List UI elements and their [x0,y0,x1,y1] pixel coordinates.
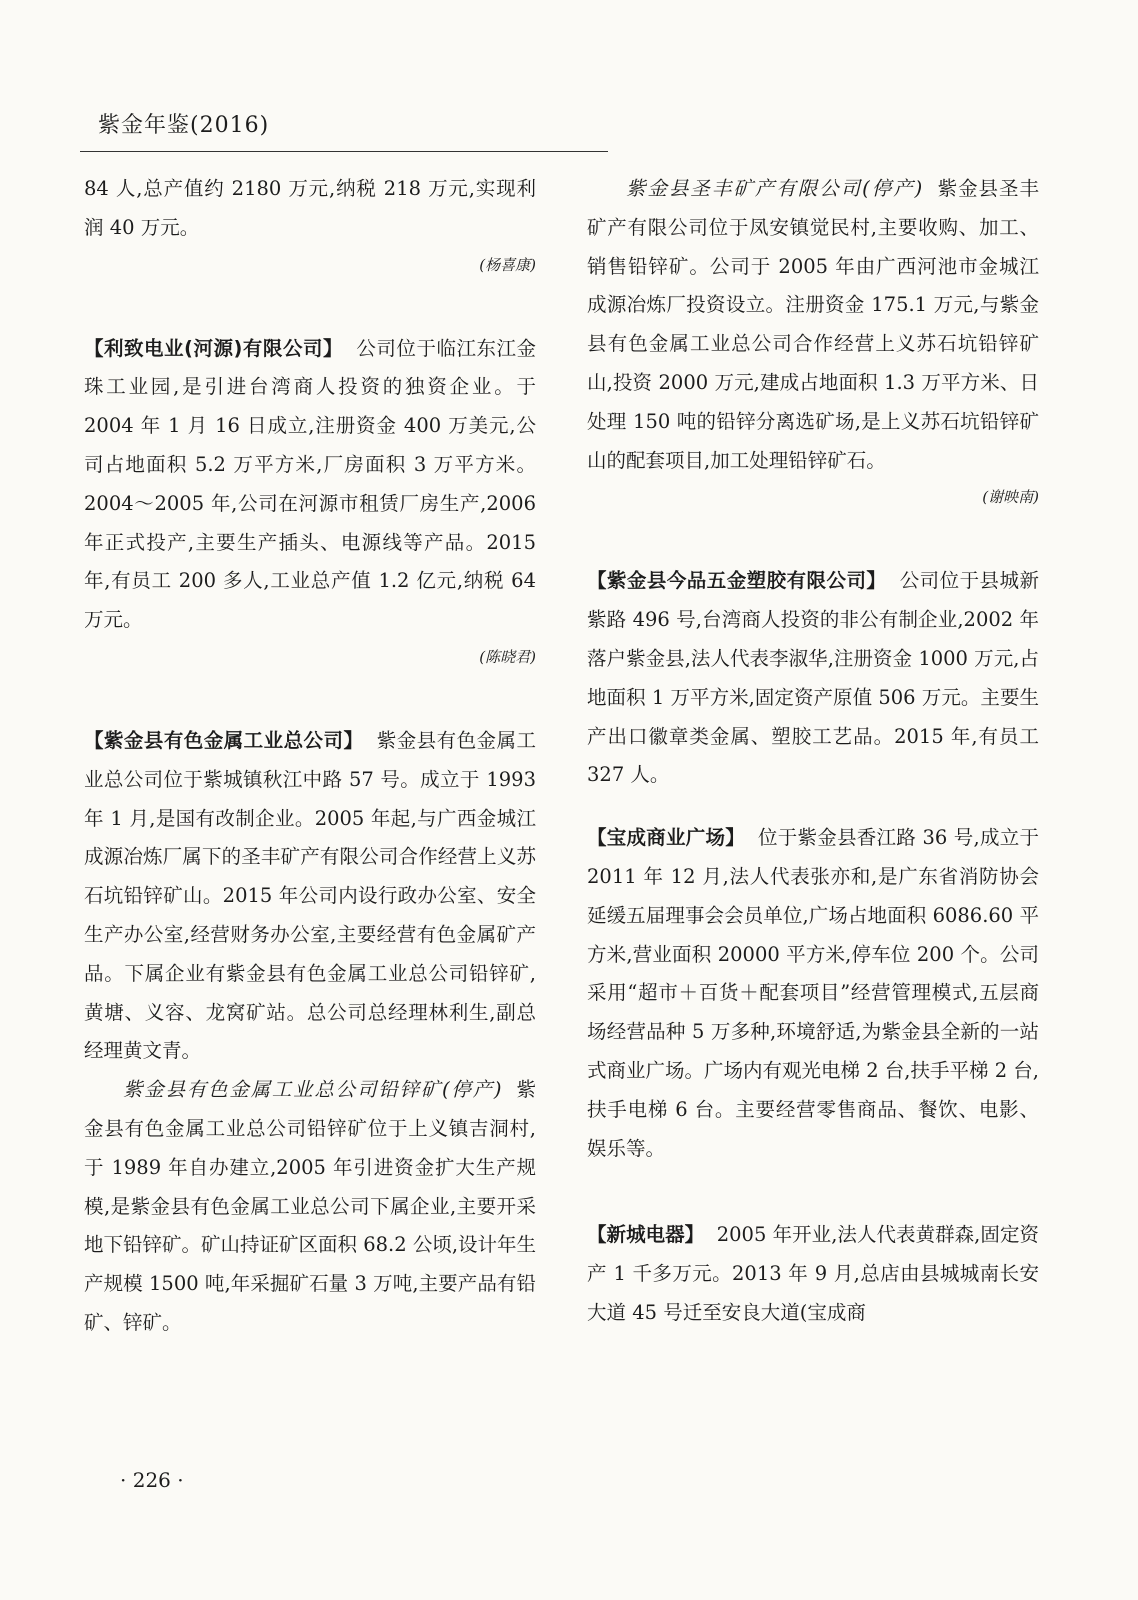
entry-title: 紫金县有色金属工业总公司铅锌矿(停产) [123,1078,503,1102]
entry-title: 【利致电业(河源)有限公司】 [84,336,343,360]
entry-jinpin [587,562,1039,795]
entry-body: 公司位于临江东江金珠工业园,是引进台湾商人投资的独资企业。于 2004 年 1 月 16 日成立,注册资金 400 万美元,公司占地面积 5.2 万平方米,厂房面积 3 万平方米。2004～2005 年,公司在河源市租赁厂房生产,2006 年正式投产,主要生产插头、电源线等产品。2015 年,有员工 200 多人,工业总产值 1.2 亿元,纳税 64 万元。 [84,336,536,632]
entry-title: 紫金县圣丰矿产有限公司(停产) [626,177,924,200]
signature: (杨喜康) [479,255,536,274]
entry-title: 【紫金县有色金属工业总公司】 [84,728,364,752]
entry-title: 【宝成商业广场】 [587,826,746,850]
right-column [587,170,1039,1333]
entry-title: 【紫金县今品五金塑胶有限公司】 [587,569,887,593]
left-column [84,170,536,1343]
entry-shengfeng [587,170,1039,480]
running-header: 紫金年鉴(2016) [98,113,270,138]
signature: (陈晓君) [479,647,536,666]
entry-body: 位于紫金县香江路 36 号,成立于 2011 年 12 月,法人代表张亦和,是广东省消防协会延缓五届理事会会员单位,广场占地面积 6086.60 平方米,营业面积 20000 平方米,停车位 200 个。公司采用“超市＋百货＋配套项目”经营管理模式,五层商场经营品种 5 万多种,环境舒适,为紫金县全新的一站式商业广场。广场内有观光电梯 2 台,扶手平梯 2 台,扶手电梯 6 台。主要经营零售商品、餐饮、电影、娱乐等。 [587,826,1040,1160]
entry-lead-zinc-mine [84,1071,536,1343]
page-number: · 226 · [120,1468,184,1492]
entry-body: 紫金县有色金属工业总公司位于紫城镇秋江中路 57 号。成立于 1993 年 1 月,是国有改制企业。2005 年起,与广西金城江成源冶炼厂属下的圣丰矿产有限公司合作经营上义苏石坑铅锌矿山。2015 年公司内设行政办公室、安全生产办公室,经营财务办公室,主要经营有色金属矿产品。下属企业有紫金县有色金属工业总公司铅锌矿,黄塘、义容、龙窝矿站。总公司总经理林利生,副总经理黄文青。 [84,728,536,1063]
entry-body: 紫金县圣丰矿产有限公司位于凤安镇觉民村,主要收购、加工、销售铅锌矿。公司于 2005 年由广西河池市金城江成源冶炼厂投资设立。注册资金 175.1 万元,与紫金县有色金属工业总公司合作经营上义苏石坑铅锌矿山,投资 2000 万元,建成占地面积 1.3 万平方米、日处理 150 吨的铅锌分离选矿场,是上义苏石坑铅锌矿山的配套项目,加工处理铅锌矿石。 [587,177,1039,472]
entry-lizhi [84,330,536,640]
entry-body: 公司位于县城新紫路 496 号,台湾商人投资的非公有制企业,2002 年落户紫金县,法人代表李淑华,注册资金 1000 万元,占地面积 1 万平方米,固定资产原值 506 万元。主要生产出口徽章类金属、塑胶工艺品。2015 年,有员工 327 人。 [587,569,1039,787]
paragraph-continuation: 84 人,总产值约 2180 万元,纳税 218 万元,实现利润 40 万元。 [84,177,536,239]
entry-baocheng-plaza [587,819,1039,1168]
entry-body: 2005 年开业,法人代表黄群森,固定资产 1 千多万元。2013 年 9 月,总店由县城城南长安大道 45 号迁至安良大道(宝成商 [587,1223,1039,1324]
entry-xincheng-electric [587,1216,1039,1332]
signature: (谢映南) [982,488,1039,507]
entry-nonferrous-corp [84,722,536,1071]
entry-title: 【新城电器】 [587,1223,705,1247]
entry-body: 紫金县有色金属工业总公司铅锌矿位于上义镇吉洞村,于 1989 年自办建立,2005 年引进资金扩大生产规模,是紫金县有色金属工业总公司下属企业,主要开采地下铅锌矿。矿山持证矿区面积 68.2 公顷,设计年生产规模 1500 吨,年采掘矿石量 3 万吨,主要产品有铅矿、锌矿。 [84,1078,537,1334]
header-rule [80,151,608,152]
